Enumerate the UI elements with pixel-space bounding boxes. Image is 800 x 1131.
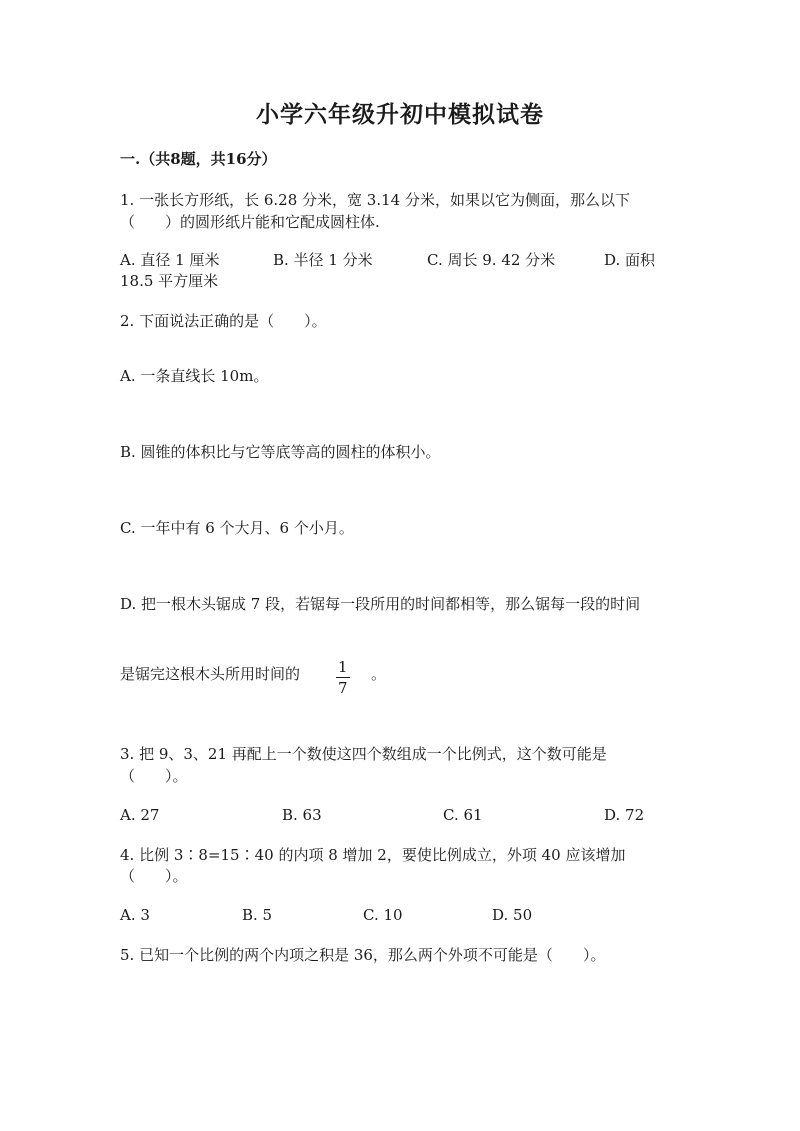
q2-option-d-line2: 是锯完这根木头所用时间的 <box>120 665 301 683</box>
q2-option-d-end: 。 <box>371 665 387 683</box>
q3-option-a: A. 27 <box>120 806 160 824</box>
q4-line2: （ ）。 <box>120 867 188 885</box>
q3-option-c: C. 61 <box>443 806 483 824</box>
q1-line2: （ ）的圆形纸片能和它配成圆柱体. <box>120 213 380 231</box>
fraction <box>336 658 350 697</box>
q4-option-c: C. 10 <box>363 906 403 924</box>
q1-option-a: A. 直径 1 厘米 <box>120 251 220 269</box>
q4-line1: 4. 比例 3∶8=15∶40 的内项 8 增加 2，要使比例成立，外项 40 应该增加 <box>120 846 626 864</box>
q1-option-d-cont: 18.5 平方厘米 <box>120 272 219 290</box>
q1-option-c: C. 周长 9. 42 分米 <box>427 251 556 269</box>
fraction-denominator: 7 <box>338 679 348 697</box>
q4-option-b: B. 5 <box>242 906 273 924</box>
section-heading: 一.（共8题，共16分） <box>120 150 277 168</box>
q5-line1: 5. 已知一个比例的两个内项之积是 36，那么两个外项不可能是（ ）。 <box>120 946 606 964</box>
q2-stem: 2. 下面说法正确的是（ ）。 <box>120 312 327 330</box>
q1-option-d: D. 面积 <box>604 251 656 269</box>
page-title: 小学六年级升初中模拟试卷 <box>256 101 544 128</box>
q3-option-d: D. 72 <box>604 806 645 824</box>
fraction-numerator: 1 <box>338 658 348 676</box>
q2-option-c: C. 一年中有 6 个大月、6 个小月。 <box>120 519 354 537</box>
q4-option-a: A. 3 <box>120 906 150 924</box>
q1-line1: 1. 一张长方形纸，长 6.28 分米，宽 3.14 分米，如果以它为侧面，那么以下 <box>120 191 630 209</box>
q2-option-a: A. 一条直线长 10m。 <box>120 367 269 385</box>
q2-option-d-line1: D. 把一根木头锯成 7 段，若锯每一段所用的时间都相等，那么锯每一段的时间 <box>120 595 641 613</box>
q3-line1: 3. 把 9、3、21 再配上一个数使这四个数组成一个比例式，这个数可能是 <box>120 745 607 763</box>
q3-option-b: B. 63 <box>282 806 322 824</box>
fraction-bar <box>336 677 350 678</box>
q4-option-d: D. 50 <box>492 906 533 924</box>
q3-line2: （ ）。 <box>120 767 188 785</box>
q1-option-b: B. 半径 1 分米 <box>273 251 373 269</box>
q2-option-b: B. 圆锥的体积比与它等底等高的圆柱的体积小。 <box>120 443 441 461</box>
